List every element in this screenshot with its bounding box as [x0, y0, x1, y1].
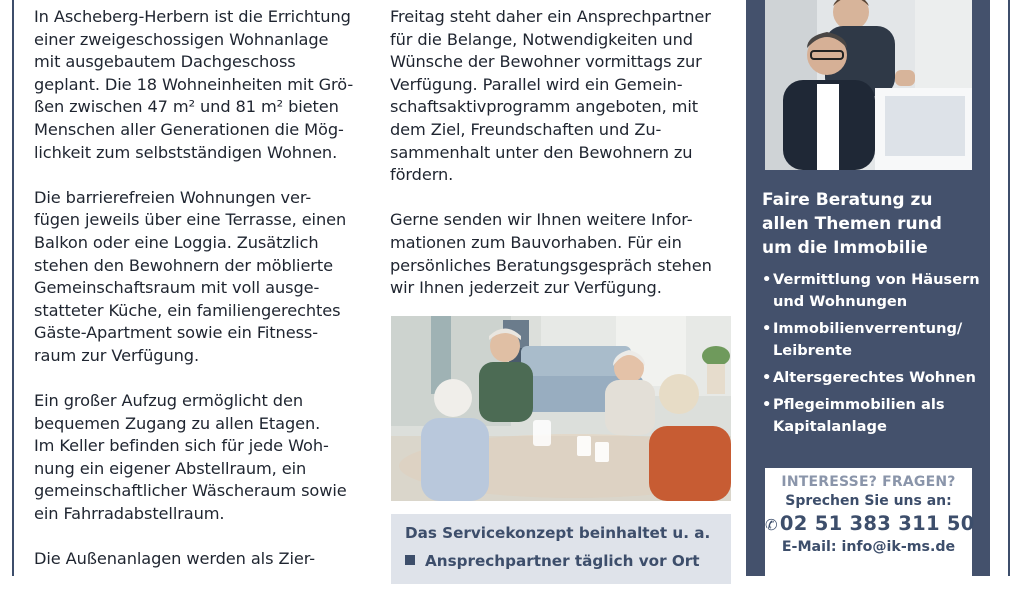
text-line: Die Außenanlagen werden als Zier- [34, 549, 315, 569]
contact-email[interactable]: E-Mail: info@ik-ms.de [781, 539, 956, 555]
left-border-rule [12, 0, 14, 576]
text-line: geplant. Die 18 Wohneinheiten mit Grö- [34, 74, 354, 94]
list-item-text: Immobilienverrentung/ [773, 320, 963, 337]
text-line: statteter Küche, ein familiengerechtes [34, 300, 341, 320]
service-item [405, 552, 700, 570]
text-line: ein Fahrradabstellraum. [34, 504, 225, 524]
paragraph-elevator [34, 390, 370, 526]
article-column-2 [390, 6, 730, 322]
text-line: Freitag steht daher ein Ansprechpartner [390, 7, 711, 26]
list-item-text: Altersgerechtes Wohnen [773, 369, 976, 386]
list-item [762, 318, 980, 362]
text-line: Gemeinschaftsraum mit voll ausge- [34, 278, 320, 298]
text-line: stehen den Bewohnern der möblierte [34, 255, 333, 275]
bullet-icon: • [762, 320, 772, 337]
list-item [762, 269, 980, 313]
paragraph-outdoor [34, 548, 370, 571]
bullet-icon: • [762, 396, 772, 413]
text-line: nung ein eigener Abstellraum, ein [34, 458, 307, 478]
text-line: mationen zum Bauvorhaben. Für ein [390, 232, 682, 252]
text-line: Menschen aller Generationen die Mög- [34, 119, 344, 139]
advisors-photo [765, 0, 972, 170]
seniors-playing-cards-photo [391, 316, 731, 501]
paragraph-barrier-free [34, 187, 370, 368]
text-line: In Ascheberg-Herbern ist die Errichtung [34, 7, 351, 26]
contact-question: INTERESSE? FRAGEN? [781, 474, 956, 490]
article-column-1 [34, 6, 370, 593]
bullet-icon: • [762, 271, 772, 288]
text-line: bequemen Zugang zu allen Etagen. [34, 413, 321, 433]
seniors-photo-illustration [391, 316, 731, 501]
panel-heading-line: Faire Beratung zu [762, 190, 933, 210]
text-line: Im Keller befinden sich für jede Woh- [34, 436, 329, 456]
service-heading: Das Servicekonzept beinhaltet u. a. [405, 524, 711, 542]
text-line: raum zur Verfügung. [34, 345, 200, 365]
text-line: lichkeit zum selbstständigen Wohnen. [34, 142, 338, 162]
paragraph-contact-person [390, 6, 730, 187]
service-concept-box [391, 514, 731, 584]
list-item-text: Vermittlung von Häusern [773, 271, 980, 288]
text-line: einer zweigeschossigen Wohnanlage [34, 29, 329, 49]
list-item-text: Leibrente [773, 342, 853, 359]
list-item-text: und Wohnungen [773, 293, 908, 310]
paragraph-project-intro [34, 6, 370, 164]
text-line: fördern. [390, 165, 454, 185]
phone-icon: ✆ [765, 516, 778, 534]
text-line: ßen zwischen 47 m² und 81 m² bieten [34, 97, 339, 117]
advisors-photo-illustration [765, 0, 972, 170]
text-line: Verfügung. Parallel wird ein Gemein- [390, 74, 683, 94]
right-border-rule [1008, 0, 1010, 576]
panel-heading-line: um die Immobilie [762, 238, 928, 258]
text-line: sammenhalt unter den Bewohnern zu [390, 142, 693, 162]
service-item-label: Ansprechpartner täglich vor Ort [425, 552, 700, 570]
text-line: Ein großer Aufzug ermöglicht den [34, 391, 303, 411]
services-list [762, 269, 980, 443]
list-item [762, 394, 980, 438]
text-line: Gerne senden wir Ihnen weitere Infor- [390, 210, 693, 230]
contact-phone[interactable] [765, 512, 975, 535]
text-line: dem Ziel, Freundschaften und Zu- [390, 119, 662, 139]
text-line: Die barrierefreien Wohnungen ver- [34, 187, 312, 207]
phone-number[interactable]: 02 51 383 311 50 [779, 512, 975, 535]
text-line: Wünsche der Bewohner vormittags zur [390, 52, 702, 72]
square-bullet-icon [405, 555, 415, 565]
text-line: für die Belange, Notwendigkeiten und [390, 29, 693, 49]
contact-box [765, 468, 975, 576]
bullet-icon: • [762, 369, 772, 386]
contact-call-to-action: Sprechen Sie uns an: [785, 493, 952, 509]
text-line: schaftsaktivprogramm angeboten, mit [390, 97, 698, 117]
text-line: wir Ihnen jederzeit zur Verfügung. [390, 278, 662, 298]
text-line: Gäste-Apartment sowie ein Fitness- [34, 323, 318, 343]
text-line: gemeinschaftlicher Wäscheraum sowie [34, 481, 347, 501]
text-line: Balkon oder eine Loggia. Zusätzlich [34, 232, 319, 252]
paragraph-more-info [390, 209, 730, 299]
text-line: mit ausgebautem Dachgeschoss [34, 52, 296, 72]
list-item-text: Pflegeimmobilien als [773, 396, 945, 413]
panel-heading-line: allen Themen rund [762, 214, 942, 234]
list-item-text: Kapitalanlage [773, 418, 887, 435]
text-line: fügen jeweils über eine Terrasse, einen [34, 210, 347, 230]
list-item [762, 367, 980, 389]
panel-heading [762, 188, 942, 260]
text-line: persönliches Beratungsgespräch stehen [390, 255, 712, 275]
